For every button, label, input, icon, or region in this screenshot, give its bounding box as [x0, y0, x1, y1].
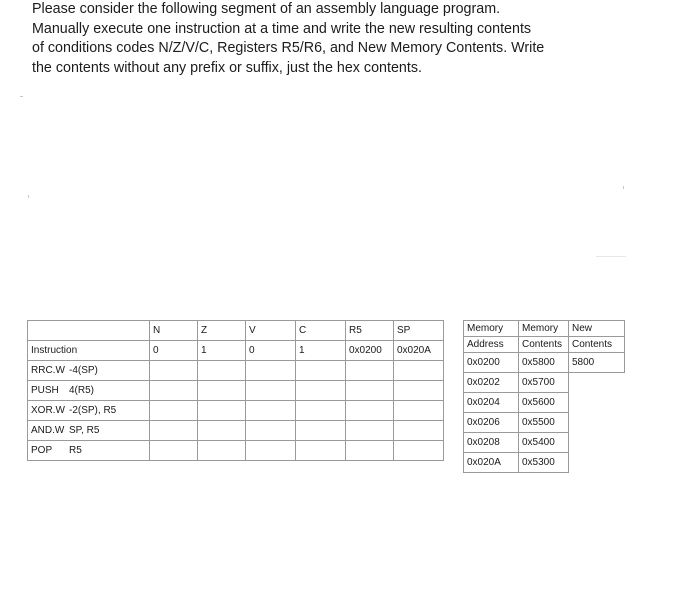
table-row — [464, 433, 625, 453]
table-cell — [28, 321, 150, 341]
memory-contents: 0x5400 — [519, 433, 569, 453]
scan-mark — [28, 195, 29, 198]
answer-cell[interactable] — [198, 441, 246, 461]
answer-cell[interactable] — [246, 381, 296, 401]
answer-cell[interactable] — [346, 361, 394, 381]
answer-cell[interactable] — [198, 381, 246, 401]
answer-cell[interactable] — [346, 421, 394, 441]
opcode: PUSH — [31, 385, 59, 396]
new-contents[interactable] — [569, 453, 625, 473]
answer-cell[interactable] — [346, 381, 394, 401]
instruction-cell — [28, 381, 150, 401]
opcode: XOR.W — [31, 405, 65, 416]
table-row — [464, 393, 625, 413]
answer-cell[interactable] — [394, 401, 444, 421]
memory-address: 0x0208 — [464, 433, 519, 453]
new-contents[interactable] — [569, 393, 625, 413]
answer-cell[interactable] — [246, 421, 296, 441]
memory-header: New — [569, 321, 625, 337]
opcode: POP — [31, 445, 53, 456]
instruction-cell — [28, 441, 150, 461]
memory-address: 0x020A — [464, 453, 519, 473]
memory-contents: 0x5600 — [519, 393, 569, 413]
answer-cell[interactable] — [296, 381, 346, 401]
answer-cell[interactable] — [246, 401, 296, 421]
table-row — [464, 453, 625, 473]
memory-address: 0x0200 — [464, 353, 519, 373]
opcode: AND.W — [31, 425, 65, 436]
question-line: Please consider the following segment of an assembly language program. — [32, 1, 501, 17]
scan-mark — [596, 256, 626, 257]
instruction-header: Instruction — [28, 341, 150, 361]
answer-cell[interactable] — [296, 421, 346, 441]
new-contents[interactable] — [569, 373, 625, 393]
memory-header: Memory — [519, 321, 569, 337]
memory-header: Memory — [464, 321, 519, 337]
sp-header: SP — [394, 321, 444, 341]
answer-cell[interactable] — [198, 361, 246, 381]
table-row — [464, 353, 625, 373]
memory-contents: 0x5800 — [519, 353, 569, 373]
table-row — [464, 373, 625, 393]
answer-cell[interactable] — [246, 361, 296, 381]
answer-cell[interactable] — [198, 401, 246, 421]
n-header: N — [150, 321, 198, 341]
v-initial: 0 — [246, 341, 296, 361]
answer-cell[interactable] — [198, 421, 246, 441]
table-header-row — [464, 321, 625, 337]
table-row — [28, 361, 444, 381]
sp-initial: 0x020A — [394, 341, 444, 361]
instruction-cell — [28, 401, 150, 421]
instruction-table — [27, 320, 444, 461]
scan-mark — [20, 96, 23, 97]
memory-contents: 0x5700 — [519, 373, 569, 393]
operand: -2(SP), R5 — [69, 405, 117, 416]
z-header: Z — [198, 321, 246, 341]
table-header-row — [28, 341, 444, 361]
table-row — [28, 421, 444, 441]
instruction-cell — [28, 421, 150, 441]
answer-cell[interactable] — [150, 441, 198, 461]
answer-cell[interactable] — [246, 441, 296, 461]
answer-cell[interactable] — [394, 381, 444, 401]
memory-contents: 0x5500 — [519, 413, 569, 433]
c-initial: 1 — [296, 341, 346, 361]
answer-cell[interactable] — [296, 441, 346, 461]
c-header: C — [296, 321, 346, 341]
memory-address: 0x0202 — [464, 373, 519, 393]
new-contents[interactable] — [569, 413, 625, 433]
answer-cell[interactable] — [346, 441, 394, 461]
answer-cell[interactable] — [150, 361, 198, 381]
answer-cell[interactable] — [296, 361, 346, 381]
answer-cell[interactable] — [394, 441, 444, 461]
memory-address: 0x0204 — [464, 393, 519, 413]
v-header: V — [246, 321, 296, 341]
opcode: RRC.W — [31, 365, 65, 376]
question-line: the contents without any prefix or suffix, just the hex contents. — [32, 59, 422, 76]
table-row — [28, 381, 444, 401]
table-row — [28, 441, 444, 461]
operand: -4(SP) — [69, 365, 98, 376]
question-text — [32, 0, 592, 78]
answer-cell[interactable] — [394, 361, 444, 381]
memory-table — [463, 320, 625, 473]
answer-cell[interactable] — [150, 381, 198, 401]
scan-mark — [623, 186, 624, 189]
answer-cell[interactable] — [296, 401, 346, 421]
memory-address: 0x0206 — [464, 413, 519, 433]
table-row — [464, 413, 625, 433]
operand: R5 — [69, 445, 82, 456]
n-initial: 0 — [150, 341, 198, 361]
contents-header: Contents — [519, 337, 569, 353]
address-header: Address — [464, 337, 519, 353]
question-line: of conditions codes N/Z/V/C, Registers R5/R6, and New Memory Contents. Write — [32, 40, 545, 56]
answer-cell[interactable] — [150, 421, 198, 441]
answer-cell[interactable] — [346, 401, 394, 421]
memory-contents: 0x5300 — [519, 453, 569, 473]
answer-cell[interactable] — [394, 421, 444, 441]
instruction-cell — [28, 361, 150, 381]
r5-initial: 0x0200 — [346, 341, 394, 361]
answer-cell[interactable] — [150, 401, 198, 421]
table-header-row — [464, 337, 625, 353]
new-contents-header: Contents — [569, 337, 625, 353]
operand: SP, R5 — [69, 425, 100, 436]
table-row — [28, 401, 444, 421]
new-contents[interactable] — [569, 433, 625, 453]
table-header-row — [28, 321, 444, 341]
r5-header: R5 — [346, 321, 394, 341]
operand: 4(R5) — [69, 385, 95, 396]
new-contents[interactable]: 5800 — [569, 353, 625, 373]
z-initial: 1 — [198, 341, 246, 361]
question-line: Manually execute one instruction at a time and write the new resulting contents — [32, 20, 532, 37]
